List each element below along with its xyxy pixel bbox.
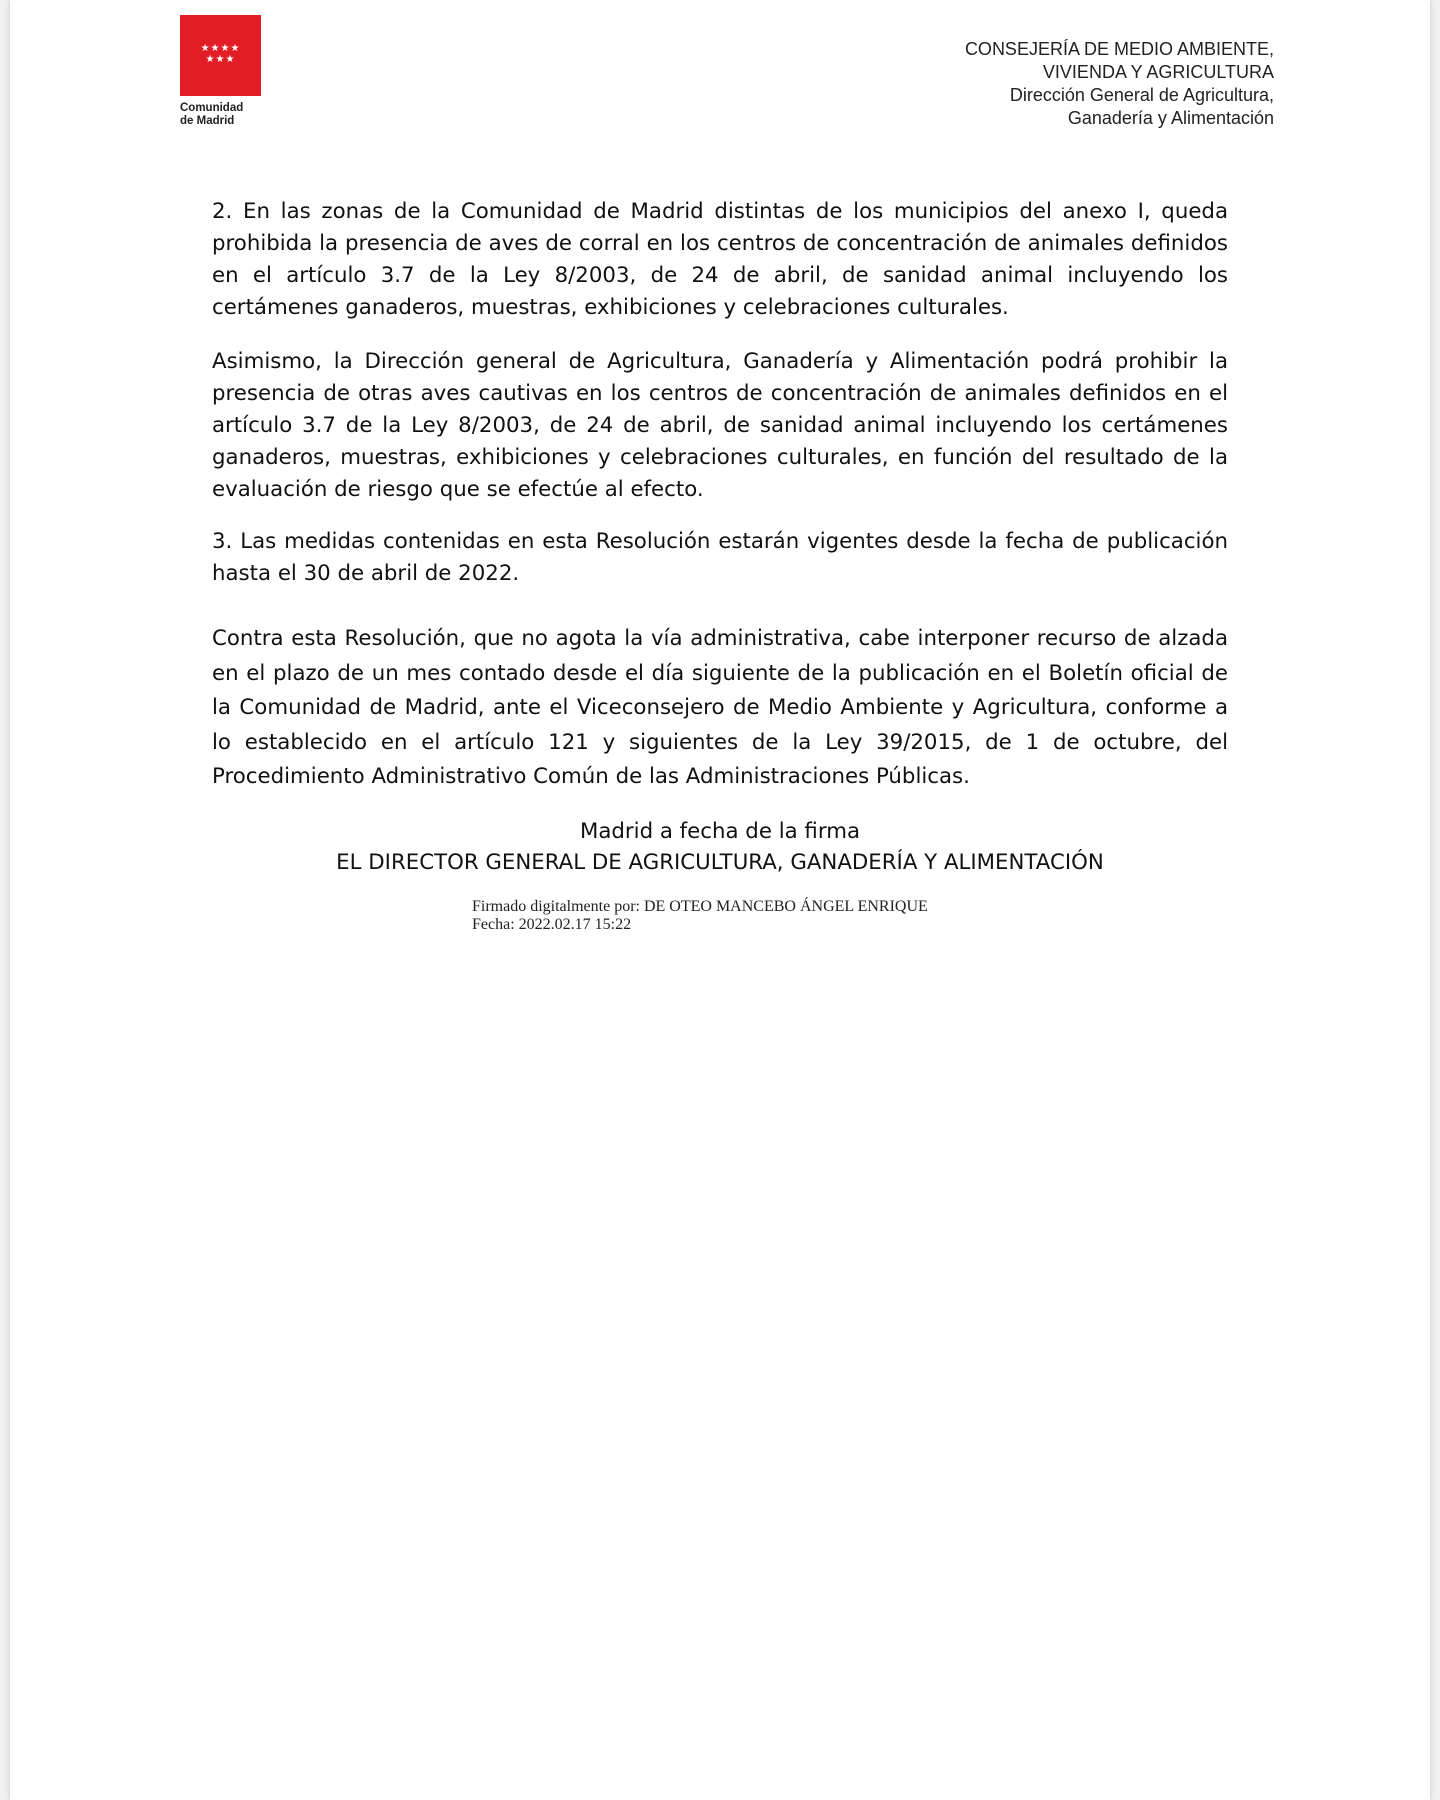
digital-signature-date: Fecha: 2022.02.17 15:22 [472, 916, 632, 933]
comunidad-de-madrid-logo [180, 15, 270, 128]
logo-caption [180, 102, 270, 128]
document-body [212, 196, 1228, 795]
logo-stars-bottom-icon: ★★★ [205, 54, 236, 65]
signoff-title: EL DIRECTOR GENERAL DE AGRICULTURA, GANADERÍA Y ALIMENTACIÓN [336, 850, 1104, 875]
signoff-place-date: Madrid a fecha de la firma [579, 819, 861, 844]
logo-red-square [180, 15, 261, 96]
header-line4: Ganadería y Alimentación [1067, 108, 1274, 128]
paragraph-recurso: Contra esta Resolución, que no agota la vía administrativa, cabe interponer recurso de alzada en el plazo de un mes contado desde el día siguiente de la publicación en el Boletín oficial de la Comunidad de Madrid, ante el Viceconsejero de Medio Ambiente y Agricultura, conforme a lo establecido en el artículo 121 y siguientes de la Ley 39/2015, de 1 de octubre, del Procedimiento Administrativo Común de las Administraciones Públicas. [212, 626, 1228, 789]
document-page [10, 0, 1430, 1800]
paragraph-point-3: 3. Las medidas contenidas en esta Resolución estarán vigentes desde la fecha de publicación hasta el 30 de abril de 2022. [212, 529, 1228, 586]
signoff-block [212, 816, 1228, 878]
logo-caption-line1: Comunidad [180, 102, 244, 114]
logo-stars-top-icon: ★★★★ [200, 43, 241, 54]
header-line2: VIVIENDA Y AGRICULTURA [1042, 62, 1274, 82]
header-line1: CONSEJERÍA DE MEDIO AMBIENTE, [964, 39, 1274, 59]
paragraph-point-2: 2. En las zonas de la Comunidad de Madrid distintas de los municipios del anexo I, queda prohibida la presencia de aves de corral en los centros de concentración de animales definidos en el artículo 3.7 de la Ley 8/2003, de 24 de abril, de sanidad animal incluyendo los certámenes ganaderos, muestras, exhibiciones y celebraciones culturales. [212, 199, 1228, 320]
digital-signature [472, 898, 928, 934]
digital-signature-signer: Firmado digitalmente por: DE OTEO MANCEBO ÁNGEL ENRIQUE [472, 898, 928, 915]
logo-caption-line2: de Madrid [180, 115, 235, 127]
department-header [965, 38, 1274, 130]
paragraph-asimismo: Asimismo, la Dirección general de Agricultura, Ganadería y Alimentación podrá prohibir la presencia de otras aves cautivas en los centros de concentración de animales definidos en el artículo 3.7 de la Ley 8/2003, de 24 de abril, de sanidad animal incluyendo los certámenes ganaderos, muestras, exhibiciones y celebraciones culturales, en función del resultado de la evaluación de riesgo que se efectúe al efecto. [212, 349, 1228, 502]
header-line3: Dirección General de Agricultura, [1009, 85, 1274, 105]
